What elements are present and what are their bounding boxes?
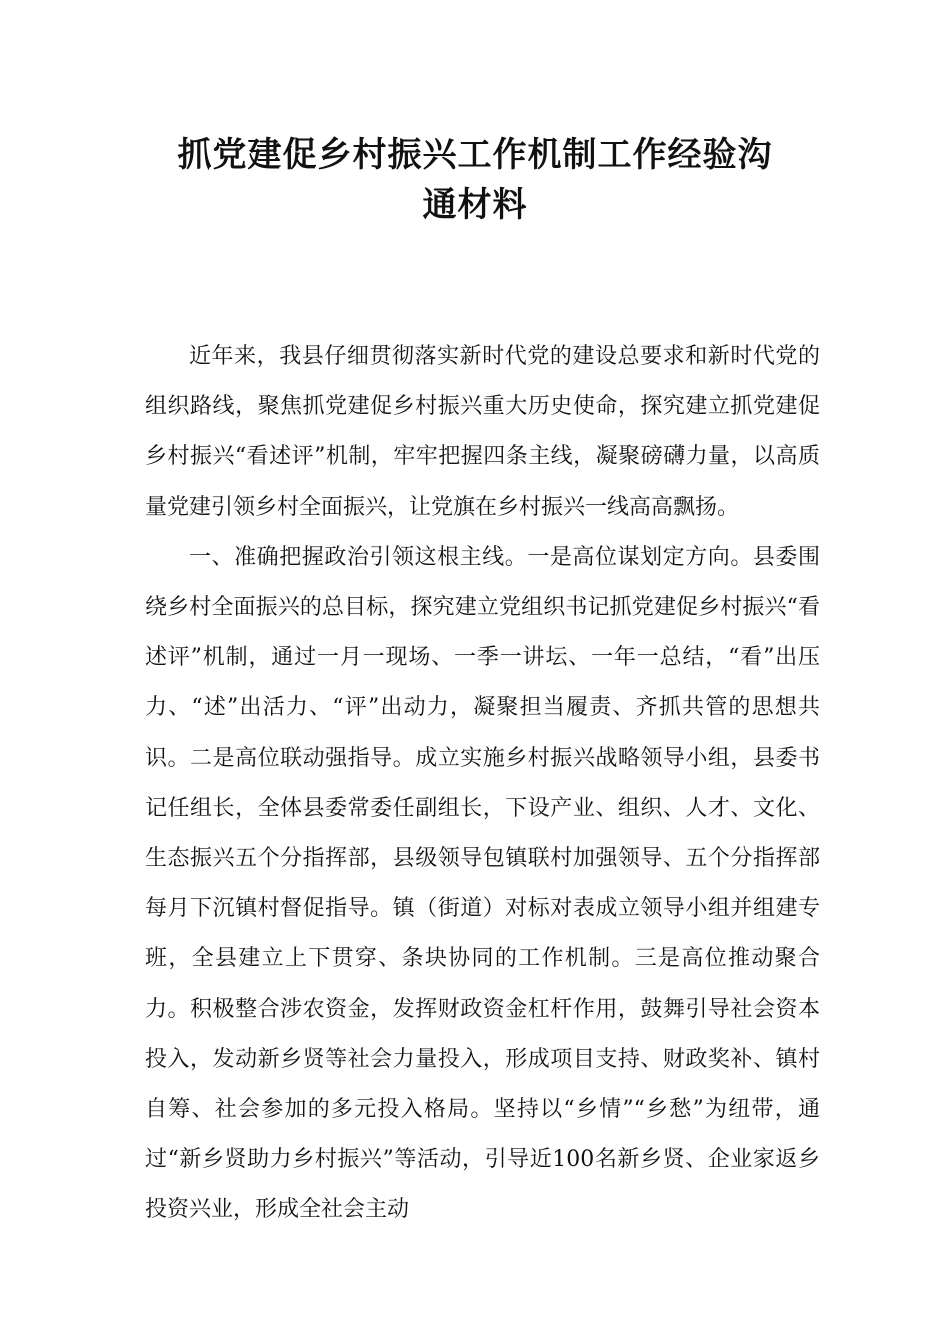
document-body bbox=[145, 332, 820, 1236]
paragraph-intro: 近年来，我县仔细贯彻落实新时代党的建设总要求和新时代党的组织路线，聚焦抓党建促乡村振兴重大历史使命，探究建立抓党建促乡村振兴“看述评”机制，牢牢把握四条主线，凝聚磅礴力量，以高质量党建引领乡村全面振兴，让党旗在乡村振兴一线高高飘扬。 bbox=[145, 344, 820, 520]
document-title-line-2: 通材料 bbox=[422, 185, 528, 225]
paragraph-section-1: 一、准确把握政治引领这根主线。一是高位谋划定方向。县委围绕乡村全面振兴的总目标，探究建立党组织书记抓党建促乡村振兴“看述评”机制，通过一月一现场、一季一讲坛、一年一总结，“看”出压力、“述”出活力、“评”出动力，凝聚担当履责、齐抓共管的思想共识。二是高位联动强指导。成立实施乡村振兴战略领导小组，县委书记任组长，全体县委常委任副组长，下设产业、组织、人才、文化、生态振兴五个分指挥部，县级领导包镇联村加强领导、五个分指挥部每月下沉镇村督促指导。镇（街道）对标对表成立领导小组并组建专班，全县建立上下贯穿、条块协同的工作机制。三是高位推动聚合力。积极整合涉农资金，发挥财政资金杠杆作用，鼓舞引导社会资本投入，发动新乡贤等社会力量投入，形成项目支持、财政奖补、镇村自筹、社会参加的多元投入格局。坚持以“乡情”“乡愁”为纽带，通过“新乡贤助力乡村振兴”等活动，引导近100名新乡贤、企业家返乡投资兴业，形成全社会主动 bbox=[145, 544, 820, 1223]
document-title-line-1: 抓党建促乡村振兴工作机制工作经验沟 bbox=[177, 135, 773, 175]
